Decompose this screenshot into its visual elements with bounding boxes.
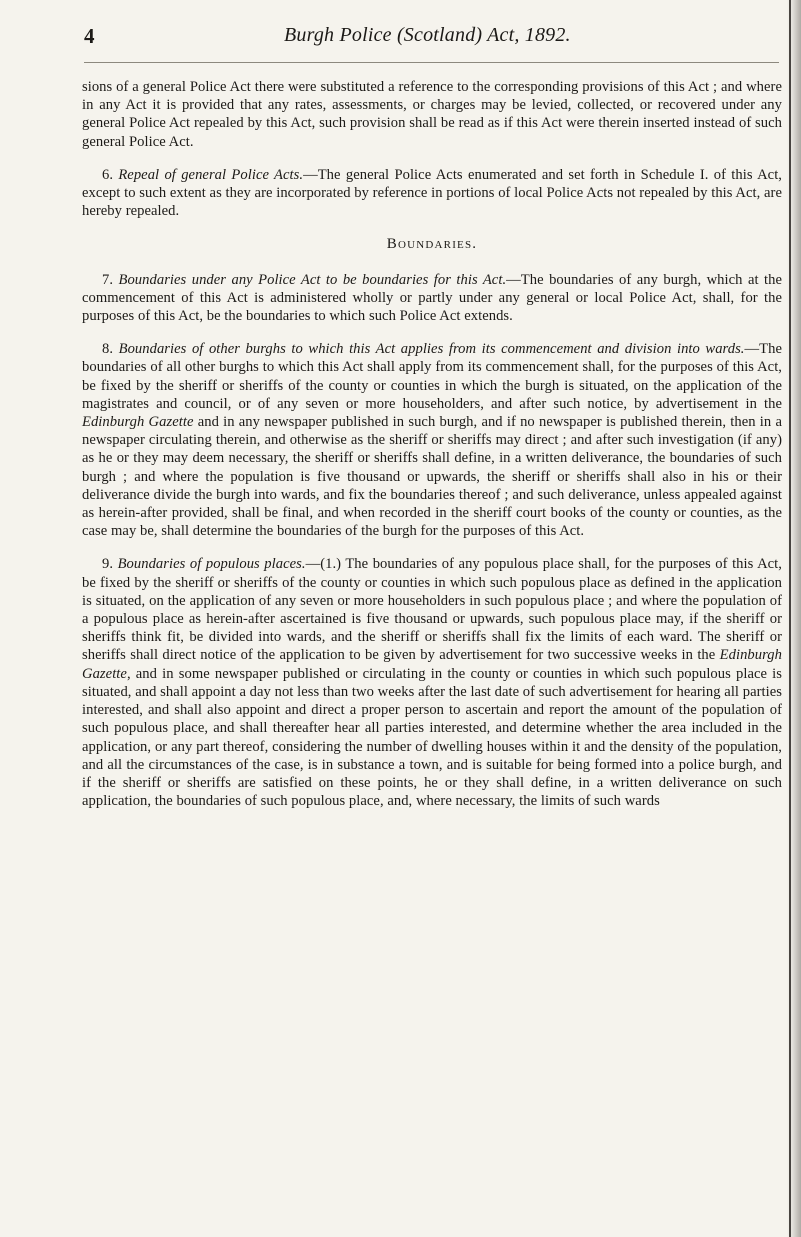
page-edge-line [789,0,791,1237]
section-8-text-b: and in any newspaper published in such burgh, and if no newspaper is published therein, then in a newspaper circulating therein, and otherwise as the sheriff or sheriffs may direct ; and after such investigation (if any) as he or they may deem necessary, the sheriff or sheriffs shall define, in a written deliverance, the boundaries of such burgh ; and where the population is five thousand or upwards, the sheriff or sheriffs shall also in his or their deliverance divide the burgh into wards, and fix the boundaries thereof ; and such deliverance, unless appealed against as herein-after provided, shall be final, and when recorded in the sheriff court books of the county or counties, as the case may be, shall determine the boundaries of the burgh for the purposes of this Act. [82,414,782,540]
section-9-text-a: —(1.) The boundaries of any populous place shall, for the purposes of this Act, be fixed by the sheriff or sheriffs of the county or counties in which such populous place as defined in the application is situated, on the application of any seven or more householders in such populous place ; and where the population of a populous place as herein-after ascertained is five thousand or upwards, such populous place may, if the sheriff or sheriffs think fit, be divided into wards, and the sheriff or sheriffs shall fix the limits of each ward. The sheriff or sheriffs shall direct notice of the application to be given by advertisement for two successive weeks in the [82,556,782,664]
section-9-text-b: , and in some newspaper published or circulating in the county or counties in which such populous place is situated, and shall appoint a day not less than two weeks after the last date of such advertisement for hearing all parties interested, and shall also appoint and direct a proper person to ascertain and report the amount of the population of such populous place, and shall thereafter hear all parties interested, and determine whether the area included in the application, or any part thereof, considering the number of dwelling houses within it and the density of the population, and all the circumstances of the case, is in substance a town, and is suitable for being formed into a police burgh, and if the sheriff or sheriffs are satisfied on these points, he or they shall define, in a written deliverance on such application, the boundaries of such populous place, and, where necessary, the limits of such wards [82,665,782,810]
section-8-gazette: Edinburgh Gazette [82,414,194,431]
section-6-title: Repeal of general Police Acts. [118,166,304,183]
page-number: 4 [84,24,95,48]
section-9-title: Boundaries of populous places. [117,556,306,573]
section-6 [82,166,782,221]
continuation-paragraph: sions of a general Police Act there were substituted a reference to the corresponding provisions of this Act ; and where in any Act it is provided that any rates, assessments, or charges may be levied, collected, or recovered under any general Police Act repealed by this Act, such provision shall be read as if this Act were therein inserted instead of such general Police Act. [82,79,782,150]
boundaries-heading: Boundaries. [386,236,478,253]
section-9-gazette: Edinburgh Gazette [82,647,782,682]
page-header [84,24,724,54]
section-6-number: 6. [102,166,114,183]
section-8 [82,340,782,540]
section-6-text: —The general Police Acts enumerated and set forth in Schedule I. of this Act, except to such extent as they are incorporated by reference in portions of local Police Acts not repealed by this Act, are hereby repealed. [82,166,783,220]
section-7-text: —The boundaries of any burgh, which at the commencement of this Act is administered wholly or partly under any general or local Police Act, shall, for the purposes of this Act, be the boundaries to which such Police Act extends. [82,271,783,325]
section-8-text-a: —The boundaries of all other burghs to which this Act shall apply from its commencement shall, for the purposes of this Act, be fixed by the sheriff or sheriffs of the county or counties in which the burgh is situated, on the application of the magistrates and council, or of any seven or more householders, and after such notice, by advertisement in the [82,341,782,412]
section-9 [82,555,782,810]
header-rule [84,62,779,63]
running-title: Burgh Police (Scotland) Act, 1892. [284,24,571,46]
section-7-title: Boundaries under any Police Act to be boundaries for this Act. [118,271,507,288]
section-9-number: 9. [102,556,114,573]
section-8-number: 8. [102,341,114,358]
section-7 [82,271,782,326]
section-8-title: Boundaries of other burghs to which this Act applies from its commencement and division into wards. [118,341,745,358]
section-7-number: 7. [102,271,114,288]
body-text [82,78,782,810]
